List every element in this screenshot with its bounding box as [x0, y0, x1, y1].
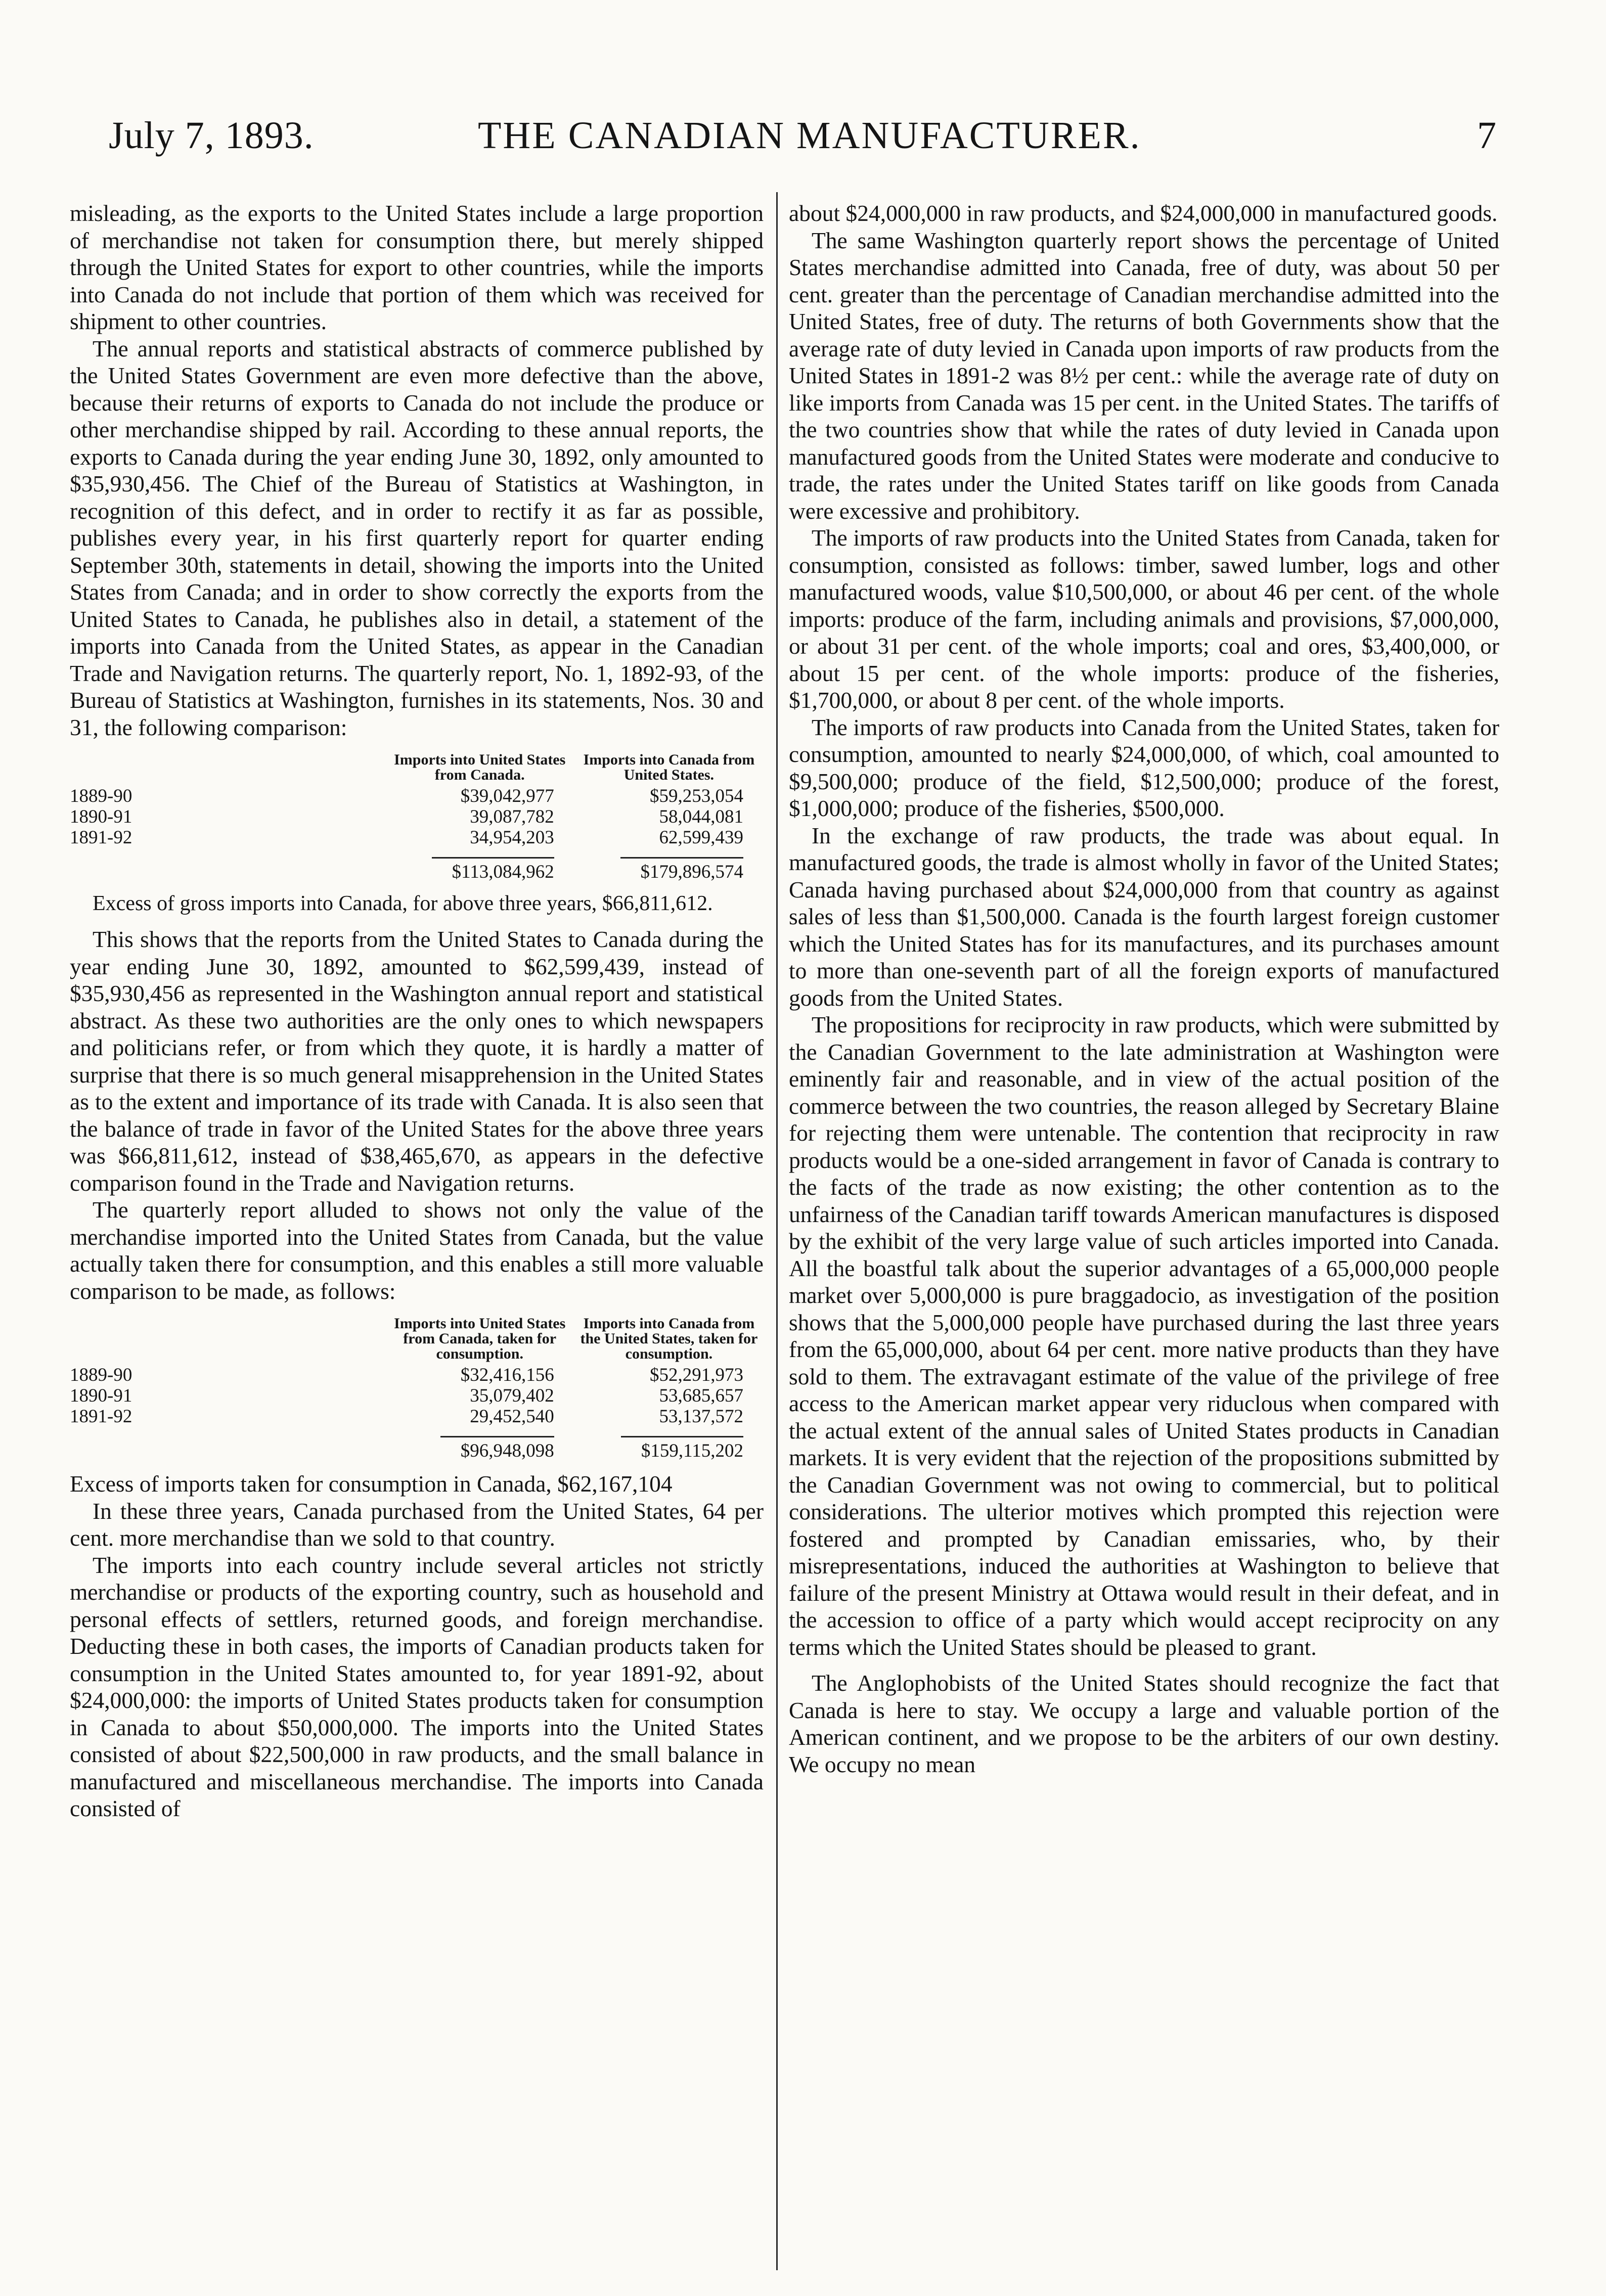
paragraph: about $24,000,000 in raw products, and $24,000,000 in manufactured goods. — [789, 200, 1498, 226]
value-cell: $52,291,973 — [650, 1365, 743, 1385]
publication-title: THE CANADIAN MANUFACTURER. — [478, 114, 1141, 157]
year-cell: 1891-92 — [70, 827, 132, 848]
paragraph: The propositions for reciprocity in raw products, which were submitted by the Canadian Government to the late administration at Washington were eminently fair and reasonable, and in view of the actual position of the commerce between the two countries, the reason alleged by Secretary Blaine for rejecting them were untenable. The contention that reciprocity in raw products would be a one-sided arrangement in favor of Canada is contrary to the facts of the trade as now existing; the other contention as to the unfairness of the Canadian tariff towards American manufactures is disposed by the exhibit of the very large value of such articles imported into Canada. All the boastful talk about the superior advantages of a 65,000,000 people market over 5,000,000 is pure braggadocio, as investigation of the position shows that the 5,000,000 people have purchased during the last three years from the 65,000,000, about 64 per cent. more native products than they have sold to them. The extravagant estimate of the value of the privilege of free access to the American market appear very riduclous when compared with the actual extent of the annual sales of United States products in Canadian markets. It is very evident that the rejection of the propositions submitted by the Canadian Government was not owing to commercial, but to political considerations. The ulterior motives which prompted this rejection were fostered and prompted by Canadian emissaries, who, by their misrepresentations, induced the authorities at Washington to believe that failure of the present Ministry at Ottawa would result in their defeat, and in the accession to office of a party which would accept reciprocity on any terms which the United States should be pleased to grant. — [789, 1012, 1499, 1660]
page-header — [109, 114, 1497, 169]
paragraph: In these three years, Canada purchased from the United States, 64 per cent. more merchandise than we sold to that country. — [70, 1498, 764, 1551]
paragraph: The imports into each country include several articles not strictly merchandise or products of the exporting country, such as household and personal effects of settlers, returned goods, and foreign merchandise. Deducting these in both cases, the imports of Canadian products taken for consumption in the United States amounted to, for year 1891-92, about $24,000,000: the imports of United States products taken for consumption in Canada to about $50,000,000. The imports into the United States consisted of about $22,500,000 in raw products, and the small balance in manufactured and miscellaneous merchandise. The imports into Canada consisted of — [70, 1552, 764, 1821]
year-cell: 1889-90 — [70, 1365, 132, 1385]
value-cell: $39,042,977 — [460, 786, 554, 806]
table-row — [70, 827, 764, 848]
year-cell: 1889-90 — [70, 786, 132, 806]
year-cell: 1890-91 — [70, 806, 132, 827]
paragraph: This shows that the reports from the United States to Canada during the year ending June 30, 1892, amounted to $62,599,439, instead of $35,930,456 as represented in the Washington annual report and statistical abstract. As these two authorities are the only ones to which newspapers and politicians refer, or from which they quote, it is hardly a matter of surprise that there is so much general misapprehension in the United States as to the extent and importance of its trade with Canada. It is also seen that the balance of trade in favor of the United States for the above three years was $66,811,612, instead of $38,465,670, as appears in the defective comparison found in the Trade and Navigation returns. — [70, 926, 764, 1196]
left-column — [70, 200, 764, 2263]
paragraph: The imports of raw products into the United States from Canada, taken for consumption, consisted as follows: timber, sawed lumber, logs and other manufactured woods, value $10,500,000, or about 46 per cent. of the whole imports: produce of the farm, including animals and provisions, $7,000,000, or about 31 per cent. of the whole imports; coal and ores, $3,400,000, or about 15 per cent. of the whole imports: produce of the fisheries, $1,700,000, or about 8 per cent. of the whole imports. — [789, 525, 1499, 713]
total-cell: $159,115,202 — [621, 1436, 743, 1461]
value-cell: 29,452,540 — [470, 1406, 554, 1427]
value-cell: 53,137,572 — [659, 1406, 743, 1427]
table-note: Excess of imports taken for consumption in Canada, $62,167,104 — [70, 1471, 673, 1497]
table-total-row — [70, 848, 764, 882]
total-cell: $179,896,574 — [620, 857, 744, 882]
year-cell: 1891-92 — [70, 1406, 132, 1427]
table-row — [70, 1365, 764, 1385]
paragraph: The Anglophobists of the United States should recognize the fact that Canada is here to stay. We occupy a large and valuable portion of the American continent, and we propose to be the arbiters of our own destiny. We occupy no mean — [789, 1670, 1499, 1777]
total-cell: $96,948,098 — [440, 1436, 554, 1461]
paragraph: In the exchange of raw products, the trade was about equal. In manufactured goods, the trade is almost wholly in favor of the United States; Canada having purchased about $24,000,000 from that country as against sales of less than $1,500,000. Canada is the fourth largest foreign customer which the United States has for its manufactures, and its purchases amount to more than one-seventh part of all the foreign exports of manufactured goods from the United States. — [789, 822, 1499, 1011]
year-cell: 1890-91 — [70, 1385, 132, 1406]
paragraph: The quarterly report alluded to shows not only the value of the merchandise imported into the United States from Canada, but the value actually taken there for consumption, and this enables a still more valuable comparison to be made, as follows: — [70, 1197, 764, 1304]
right-column — [789, 200, 1499, 2263]
value-cell: 62,599,439 — [659, 827, 743, 848]
table-header: Imports into United States from Canada. — [394, 751, 566, 783]
table-row — [70, 1406, 764, 1427]
table-row — [70, 786, 764, 806]
comparison-table-gross — [70, 752, 764, 882]
table-header: Imports into United States from Canada, taken for consumption. — [394, 1315, 566, 1362]
table-note: Excess of gross imports into Canada, for above three years, $66,811,612. — [93, 892, 713, 915]
total-cell: $113,084,962 — [432, 857, 554, 882]
issue-date: July 7, 1893. — [109, 114, 314, 157]
value-cell: $32,416,156 — [460, 1365, 554, 1385]
paragraph: The annual reports and statistical abstracts of commerce published by the United States Government are even more defective than the above, because their returns of exports to Canada do not include the produce or other merchandise shipped by rail. According to these annual reports, the exports to Canada during the year ending June 30, 1892, only amounted to $35,930,456. The Chief of the Bureau of Statistics at Washington, in recognition of this defect, and in order to rectify it as far as possible, publishes every year, in his first quarterly report for quarter ending September 30th, statements in detail, showing the imports into the United States from Canada; and in order to show correctly the exports from the United States to Canada, he publishes also in detail, a statement of the imports into Canada from the United States, as appear in the Canadian Trade and Navigation returns. The quarterly report, No. 1, 1892-93, of the Bureau of Statistics at Washington, furnishes in its statements, Nos. 30 and 31, the following comparison: — [70, 335, 764, 740]
paragraph: misleading, as the exports to the United States include a large proportion of merchandise not taken for consumption there, but merely shipped through the United States for export to other countries, while the imports into Canada do not include that portion of them which was received for shipment to other countries. — [70, 200, 764, 334]
value-cell: 35,079,402 — [470, 1385, 554, 1406]
value-cell: 58,044,081 — [659, 806, 743, 827]
table-row — [70, 806, 764, 827]
paragraph: The same Washington quarterly report shows the percentage of United States merchandise admitted into Canada, free of duty, was about 50 per cent. greater than the percentage of Canadian merchandise admitted into the United States, free of duty. The returns of both Governments show that the average rate of duty levied in Canada upon imports of raw products from the United States in 1891-2 was 8½ per cent.: while the average rate of duty on like imports from Canada was 15 per cent. in the United States. The tariffs of the two countries show that while the rates of duty levied in Canada upon manufactured goods from the United States were moderate and conducive to trade, the rates under the United States tariff on like goods from Canada were excessive and prohibitory. — [789, 227, 1499, 524]
column-divider — [776, 192, 778, 2270]
value-cell: $59,253,054 — [650, 786, 743, 806]
value-cell: 34,954,203 — [470, 827, 554, 848]
value-cell: 53,685,657 — [659, 1385, 743, 1406]
table-total-row — [70, 1427, 764, 1461]
comparison-table-consumption — [70, 1316, 764, 1461]
page-number: 7 — [1477, 114, 1497, 157]
table-header: Imports into Canada from the United States, taken for consumption. — [580, 1315, 758, 1362]
table-header: Imports into Canada from United States. — [583, 751, 755, 783]
paragraph: The imports of raw products into Canada from the United States, taken for consumption, amounted to nearly $24,000,000, of which, coal amounted to $9,500,000; produce of the field, $12,500,000; produce of the forest, $1,000,000; produce of the fisheries, $500,000. — [789, 714, 1499, 821]
value-cell: 39,087,782 — [470, 806, 554, 827]
table-row — [70, 1385, 764, 1406]
